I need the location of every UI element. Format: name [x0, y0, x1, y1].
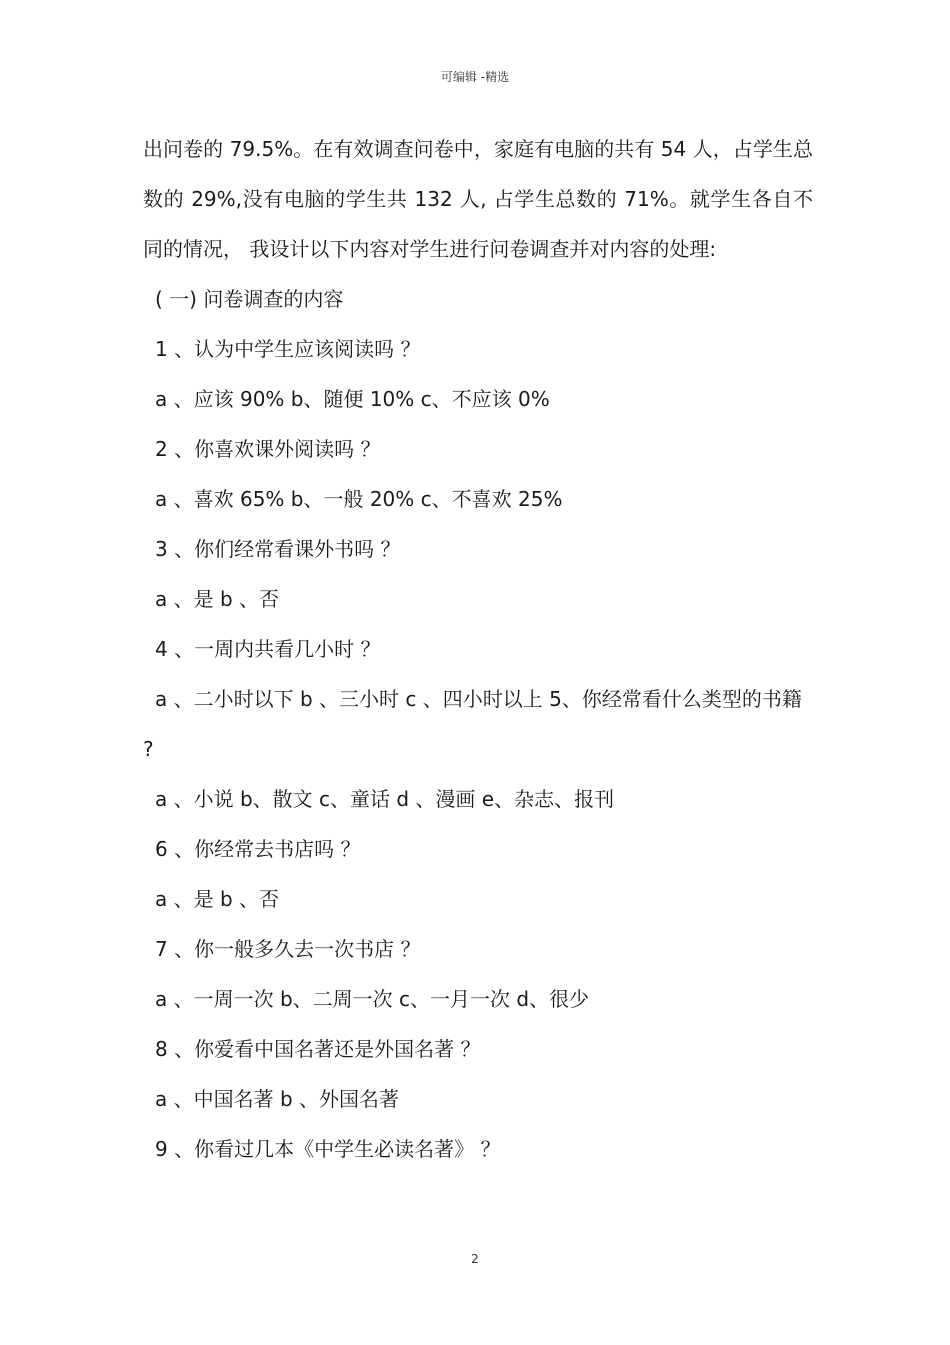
answer-5: a 、小说 b、散文 c、童话 d 、漫画 e、杂志、报刊 — [155, 787, 615, 811]
intro-paragraph: 出问卷的 79.5%。在有效调查问卷中，家庭有电脑的共有 54 人，占学生总数的 29%,没有电脑的学生共 132 人, 占学生总数的 71%。就学生各自不同的情况， 我设计以下内容对学生进行问卷调查并对内容的处理: — [143, 137, 813, 261]
answer-4-and-question-5: a 、二小时以下 b 、三小时 c 、四小时以上 5、你经常看什么类型的书籍 ? — [143, 687, 802, 761]
question-8: 8 、你爱看中国名著还是外国名著 ？ — [155, 1037, 481, 1061]
question-6: 6 、你经常去书店吗 ？ — [155, 837, 361, 861]
answer-8: a 、中国名著 b 、外国名著 — [155, 1087, 400, 1111]
question-4: 4 、一周内共看几小时 ？ — [155, 637, 381, 661]
question-2: 2 、你喜欢课外阅读吗 ？ — [155, 437, 381, 461]
answer-3: a 、是 b 、否 — [155, 587, 280, 611]
question-9: 9 、你看过几本《中学生必读名著》 ？ — [155, 1137, 501, 1161]
document-body — [143, 124, 813, 1174]
answer-6: a 、是 b 、否 — [155, 887, 280, 911]
section-title: ( 一) 问卷调查的内容 — [155, 287, 344, 311]
question-7: 7 、你一般多久去一次书店 ？ — [155, 937, 421, 961]
question-3: 3 、你们经常看课外书吗 ？ — [155, 537, 401, 561]
page-header: 可编辑 -精选 — [440, 70, 510, 84]
answer-2: a 、喜欢 65% b、一般 20% c、不喜欢 25% — [155, 487, 563, 511]
question-1: 1 、认为中学生应该阅读吗 ？ — [155, 337, 421, 361]
answer-1: a 、应该 90% b、随便 10% c、不应该 0% — [155, 387, 550, 411]
page-number: 2 — [471, 1252, 479, 1266]
answer-7: a 、一周一次 b、二周一次 c、一月一次 d、很少 — [155, 987, 590, 1011]
